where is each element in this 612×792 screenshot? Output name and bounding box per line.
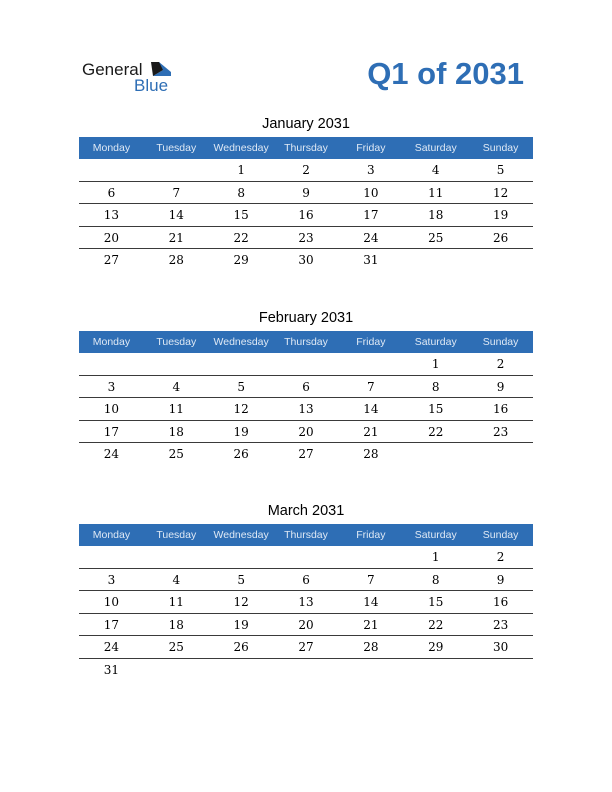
weekday-header: Saturday <box>414 529 457 541</box>
weekday-header: Wednesday <box>213 142 269 154</box>
day-cell: 5 <box>496 163 505 177</box>
week-row <box>79 227 533 250</box>
day-cell: 11 <box>168 595 184 610</box>
day-cell <box>338 353 403 375</box>
weekday-header: Tuesday <box>156 529 197 541</box>
day-cell <box>338 546 403 568</box>
weekday-header: Tuesday <box>156 336 197 348</box>
day-cell: 2 <box>496 357 505 371</box>
day-cell <box>468 249 533 272</box>
day-cell: 1 <box>237 163 245 177</box>
logo-blue-text: Blue <box>134 76 169 95</box>
weekday-header: Tuesday <box>156 142 197 154</box>
week-row <box>79 569 533 592</box>
day-cell: 14 <box>363 402 379 417</box>
day-cell: 14 <box>168 208 184 223</box>
weekday-header: Wednesday <box>213 336 269 348</box>
day-cell: 2 <box>302 163 310 177</box>
day-cell: 10 <box>363 185 379 200</box>
day-cell: 7 <box>367 572 375 587</box>
day-cell: 27 <box>298 640 314 655</box>
day-cell: 28 <box>168 253 184 268</box>
logo <box>82 60 182 96</box>
day-cell: 26 <box>233 447 249 462</box>
day-cell <box>209 546 274 568</box>
day-cell: 23 <box>492 424 509 439</box>
day-cell: 23 <box>298 230 314 245</box>
weekday-header-row <box>79 524 533 546</box>
month-title: January 2031 <box>262 116 350 132</box>
day-cell: 24 <box>363 230 379 245</box>
day-cell: 28 <box>363 640 379 655</box>
week-row <box>79 591 533 614</box>
day-cell: 22 <box>428 424 444 439</box>
day-cell <box>403 249 468 272</box>
month-title: March 2031 <box>267 503 345 519</box>
weekday-header: Monday <box>92 336 131 348</box>
day-cell: 4 <box>172 572 181 587</box>
day-cell <box>144 159 209 181</box>
weekday-header: Sunday <box>482 529 519 541</box>
day-cell: 20 <box>298 617 314 632</box>
day-cell: 16 <box>492 402 509 417</box>
day-cell <box>144 659 209 682</box>
day-cell: 6 <box>302 379 310 394</box>
day-cell: 19 <box>492 208 509 223</box>
day-cell: 3 <box>107 379 116 394</box>
day-cell: 10 <box>103 402 120 417</box>
day-cell: 29 <box>428 640 444 655</box>
day-cell: 9 <box>496 379 505 394</box>
day-cell: 21 <box>363 617 379 632</box>
day-cell: 23 <box>492 617 509 632</box>
day-cell <box>403 659 468 682</box>
week-row <box>79 546 533 569</box>
weekday-header-row <box>79 331 533 353</box>
day-cell: 31 <box>103 662 120 677</box>
day-cell: 15 <box>428 595 444 610</box>
week-row <box>79 182 533 205</box>
day-cell <box>209 353 274 375</box>
day-cell: 17 <box>103 424 120 439</box>
month-calendar <box>79 308 533 466</box>
week-row <box>79 443 533 466</box>
day-cell: 8 <box>431 379 440 394</box>
day-cell <box>274 546 339 568</box>
day-cell: 25 <box>428 230 444 245</box>
weekday-header: Wednesday <box>213 529 269 541</box>
day-cell: 12 <box>492 185 509 200</box>
day-cell: 7 <box>367 379 375 394</box>
day-cell: 1 <box>431 550 440 564</box>
day-cell: 16 <box>492 595 509 610</box>
day-cell: 14 <box>363 595 379 610</box>
day-cell: 25 <box>168 447 184 462</box>
day-cell: 8 <box>431 572 440 587</box>
day-cell: 18 <box>168 424 184 439</box>
weekday-header: Thursday <box>284 529 328 541</box>
month-title: February 2031 <box>258 310 354 326</box>
day-cell <box>468 443 533 466</box>
day-cell: 27 <box>103 253 120 268</box>
logo-general-text: General <box>82 60 143 79</box>
day-cell: 26 <box>492 230 509 245</box>
week-row <box>79 614 533 637</box>
day-cell: 1 <box>431 357 440 371</box>
weekday-header: Friday <box>356 336 386 348</box>
day-cell: 17 <box>363 208 379 223</box>
week-row <box>79 249 533 272</box>
day-cell: 7 <box>172 185 181 200</box>
day-cell: 21 <box>168 230 184 245</box>
day-cell <box>79 353 144 375</box>
day-cell: 6 <box>107 185 116 200</box>
week-row <box>79 159 533 182</box>
weekday-header: Friday <box>356 142 386 154</box>
month-calendar <box>79 501 533 682</box>
weekday-header: Sunday <box>482 142 519 154</box>
day-cell: 31 <box>363 253 379 268</box>
weekday-header: Sunday <box>482 336 519 348</box>
week-row <box>79 421 533 444</box>
day-cell: 2 <box>496 550 505 564</box>
day-cell: 29 <box>233 253 249 268</box>
day-cell: 11 <box>168 402 184 417</box>
day-cell: 13 <box>298 402 314 417</box>
week-row <box>79 398 533 421</box>
day-cell: 24 <box>103 447 120 462</box>
day-cell <box>209 659 274 682</box>
day-cell: 28 <box>363 447 379 462</box>
day-cell: 4 <box>172 379 181 394</box>
day-cell: 4 <box>431 163 440 177</box>
day-cell <box>144 353 209 375</box>
month-calendar <box>79 114 533 272</box>
day-cell: 22 <box>233 230 249 245</box>
day-cell: 3 <box>367 163 375 177</box>
day-cell: 18 <box>428 208 444 223</box>
day-cell: 27 <box>298 447 314 462</box>
day-cell: 10 <box>103 595 120 610</box>
day-cell: 19 <box>233 617 249 632</box>
week-row <box>79 204 533 227</box>
day-cell <box>144 546 209 568</box>
week-row <box>79 376 533 399</box>
day-cell: 6 <box>302 572 310 587</box>
day-cell: 25 <box>168 640 184 655</box>
day-cell: 13 <box>103 208 120 223</box>
day-cell <box>274 659 339 682</box>
day-cell: 20 <box>103 230 120 245</box>
day-cell: 15 <box>233 208 249 223</box>
day-cell: 13 <box>298 595 314 610</box>
day-cell: 16 <box>298 208 314 223</box>
day-cell: 24 <box>103 640 120 655</box>
day-cell: 20 <box>298 424 314 439</box>
day-cell: 9 <box>496 572 505 587</box>
day-cell: 3 <box>107 572 116 587</box>
day-cell: 5 <box>237 379 245 394</box>
day-cell: 15 <box>428 402 444 417</box>
day-cell: 8 <box>237 185 245 200</box>
day-cell: 12 <box>233 595 249 610</box>
day-cell: 22 <box>428 617 444 632</box>
day-cell <box>468 659 533 682</box>
day-cell <box>79 546 144 568</box>
weekday-header: Friday <box>356 529 386 541</box>
day-cell: 17 <box>103 617 120 632</box>
day-cell: 30 <box>492 640 509 655</box>
weekday-header: Thursday <box>284 336 328 348</box>
day-cell: 30 <box>298 253 314 268</box>
day-cell: 12 <box>233 402 249 417</box>
weekday-header: Saturday <box>414 142 457 154</box>
day-cell: 21 <box>363 424 379 439</box>
weekday-header: Thursday <box>284 142 328 154</box>
week-row <box>79 659 533 682</box>
week-row <box>79 353 533 376</box>
day-cell: 26 <box>233 640 249 655</box>
day-cell: 19 <box>233 424 249 439</box>
week-row <box>79 636 533 659</box>
day-cell: 5 <box>237 572 245 587</box>
weekday-header-row <box>79 137 533 159</box>
day-cell: 11 <box>428 185 444 200</box>
weekday-header: Monday <box>92 529 131 541</box>
weekday-header: Saturday <box>414 336 457 348</box>
page-title: Q1 of 2031 <box>367 56 524 91</box>
day-cell <box>274 353 339 375</box>
day-cell <box>403 443 468 466</box>
day-cell <box>338 659 403 682</box>
day-cell: 18 <box>168 617 184 632</box>
day-cell <box>79 159 144 181</box>
weekday-header: Monday <box>92 142 131 154</box>
day-cell: 9 <box>302 185 310 200</box>
